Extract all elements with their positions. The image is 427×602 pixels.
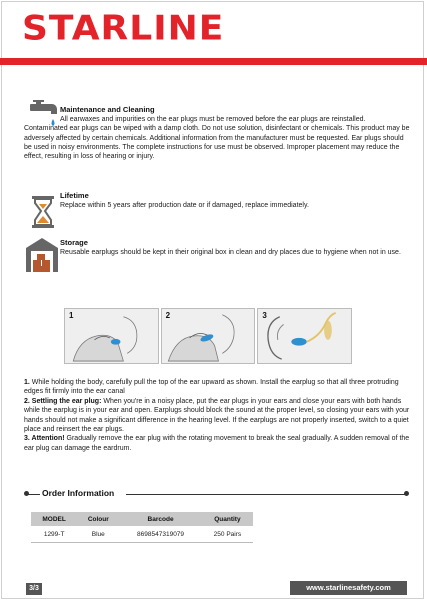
column-header: MODEL [31, 512, 77, 526]
step-2-text: When you're in a noisy place, put the ear plugs in your ears and close your ears with both hands while the earplug is in your ear and open. Earplugs should block the sound at the proper level, so closing your ears with your hands should not make a significant difference in the hearing level. If the earplugs are not properly inserted, switch to a quiet place and reinsert the ear plugs. [24, 397, 410, 434]
usage-instructions [24, 378, 410, 453]
colour-cell: Blue [77, 526, 119, 543]
instruction-step-2 [24, 397, 410, 435]
order-table-header [31, 512, 253, 526]
hourglass-icon [30, 196, 56, 228]
maintenance-section [60, 105, 410, 115]
maintenance-body [24, 115, 410, 161]
brand-logo: STARLINE [22, 9, 225, 48]
maintenance-title: Maintenance and Cleaning [60, 105, 155, 114]
fitting-picture-2 [161, 308, 256, 364]
fitting-pictures [64, 308, 352, 364]
ear-earplug-illustration [258, 309, 351, 363]
step-1-lead: 1. [24, 379, 30, 386]
instruction-step-3 [24, 434, 410, 453]
picture-number: 3 [262, 311, 267, 320]
step-3-lead: 3. Attention! [24, 435, 65, 443]
instruction-step-1 [24, 378, 410, 397]
divider-line [26, 494, 40, 495]
lifetime-text: Replace within 5 years after production date or if damaged, replace immediately. [60, 202, 309, 210]
step-3-text: Gradually remove the ear plug with the rotating movement to break the seal gradually. A sudden removal of the ear plug can damage the eardrum. [24, 435, 410, 452]
divider-line [126, 494, 407, 495]
maintenance-text: All earwaxes and impurities on the ear plugs must be removed before the ear plugs are reinstalled. Contaminated ear plugs can be wiped with a damp cloth. Do not use solution, disinfectant or chemicals. This product may be adversely affected by certain chemicals. Additional information from the manufacturer must be requested. Ear plugs should be used in noisy environments. The complete instructions for use must be observed. Improper placement may reduce the effect, resulting in loss of hearing or injury. [24, 116, 410, 161]
step-2-lead: 2. Settling the ear plug: [24, 397, 102, 405]
picture-number: 1 [69, 311, 74, 320]
fitting-picture-1 [64, 308, 159, 364]
warehouse-icon [26, 238, 58, 272]
divider-dot [404, 491, 409, 496]
order-information-header [26, 488, 407, 500]
page-number: 3/3 [26, 583, 42, 595]
header-red-bar [0, 58, 427, 65]
column-header: Quantity [202, 512, 253, 526]
quantity-cell: 250 Pairs [202, 526, 253, 543]
website-link[interactable]: www.starlinesafety.com [290, 581, 407, 595]
storage-title: Storage [60, 238, 88, 247]
page-border [1, 1, 424, 599]
fitting-picture-3 [257, 308, 352, 364]
lifetime-title: Lifetime [60, 191, 89, 200]
order-information-title: Order Information [42, 488, 115, 498]
column-header: Barcode [119, 512, 202, 526]
storage-text: Reusable earplugs should be kept in their original box in clean and dry places due to hygiene when not in use. [60, 249, 401, 257]
lifetime-section [60, 191, 410, 211]
table-row [31, 526, 253, 543]
barcode-cell: 8698547319079 [119, 526, 202, 543]
hand-ear-illustration [162, 309, 255, 363]
storage-section [60, 238, 405, 258]
column-header: Colour [77, 512, 119, 526]
model-cell: 1299-T [31, 526, 77, 543]
order-table [31, 512, 253, 543]
hand-ear-illustration [65, 309, 158, 363]
step-1-text: While holding the body, carefully pull the top of the ear upward as shown. Install the earplug so that all three protruding edges fit firmly into the ear canal [24, 379, 399, 396]
picture-number: 2 [165, 311, 171, 320]
